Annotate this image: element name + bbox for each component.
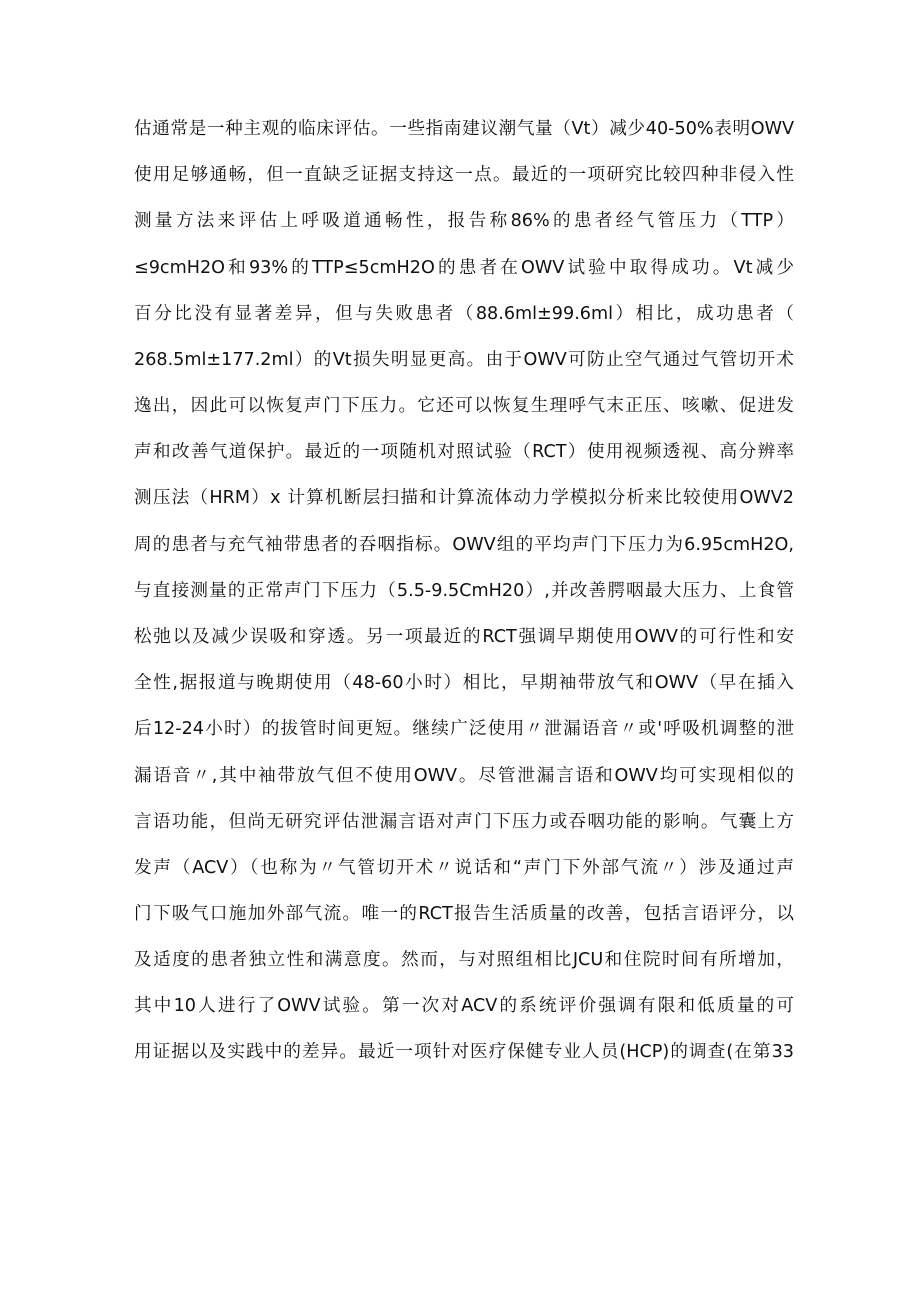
text-line: 估通常是一种主观的临床评估。一些指南建议潮气量（Vt）减少40-50%表明OWV <box>134 119 794 139</box>
text-line: 漏语音〃,其中袖带放气但不使用OWV。尽管泄漏言语和OWV均可实现相似的 <box>134 766 794 786</box>
text-line: 言语功能，但尚无研究评估泄漏言语对声门下压力或吞咽功能的影响。气囊上方 <box>134 812 794 832</box>
text-line: 周的患者与充气袖带患者的吞咽指标。OWV组的平均声门下压力为6.95cmH2O, <box>134 535 794 555</box>
text-line: ≤9cmH2O和93%的TTP≤5cmH2O的患者在OWV试验中取得成功。Vt减少 <box>134 258 794 278</box>
text-line: 全性,据报道与晚期使用（48-60小时）相比，早期袖带放气和OWV（早在插入 <box>134 673 794 693</box>
text-line: 使用足够通畅，但一直缺乏证据支持这一点。最近的一项研究比较四种非侵入性 <box>134 165 794 185</box>
text-line: 与直接测量的正常声门下压力（5.5-9.5CmH20）,并改善腭咽最大压力、上食管 <box>134 581 794 601</box>
text-line: 及适度的患者独立性和满意度。然而，与对照组相比JCU和住院时间有所增加， <box>134 950 794 970</box>
text-line: 松弛以及减少误吸和穿透。另一项最近的RCT强调早期使用OWV的可行性和安 <box>134 627 794 647</box>
text-line: 用证据以及实践中的差异。最近一项针对医疗保健专业人员(HCP)的调查(在第33 <box>134 1042 794 1062</box>
text-line: 声和改善气道保护。最近的一项随机对照试验（RCT）使用视频透视、高分辨率 <box>134 442 794 462</box>
text-line: 百分比没有显著差异，但与失败患者（88.6ml±99.6ml）相比，成功患者（ <box>134 304 794 324</box>
text-line: 测量方法来评估上呼吸道通畅性，报告称86%的患者经气管压力（TTP） <box>134 211 794 231</box>
text-line: 测压法（HRM）x 计算机断层扫描和计算流体动力学模拟分析来比较使用OWV2 <box>134 488 794 508</box>
text-line: 268.5ml±177.2ml）的Vt损失明显更高。由于OWV可防止空气通过气管切开术 <box>134 350 794 370</box>
text-line: 门下吸气口施加外部气流。唯一的RCT报告生活质量的改善，包括言语评分，以 <box>134 904 794 924</box>
text-line: 发声（ACV）（也称为〃气管切开术〃说话和“声门下外部气流〃）涉及通过声 <box>134 858 794 878</box>
text-line: 后12-24小时）的拔管时间更短。继续广泛使用〃泄漏语音〃或'呼吸机调整的泄 <box>134 719 794 739</box>
text-line: 逸出，因此可以恢复声门下压力。它还可以恢复生理呼气末正压、咳嗽、促进发 <box>134 396 794 416</box>
text-line: 其中10人进行了OWV试验。第一次对ACV的系统评价强调有限和低质量的可 <box>134 996 794 1016</box>
